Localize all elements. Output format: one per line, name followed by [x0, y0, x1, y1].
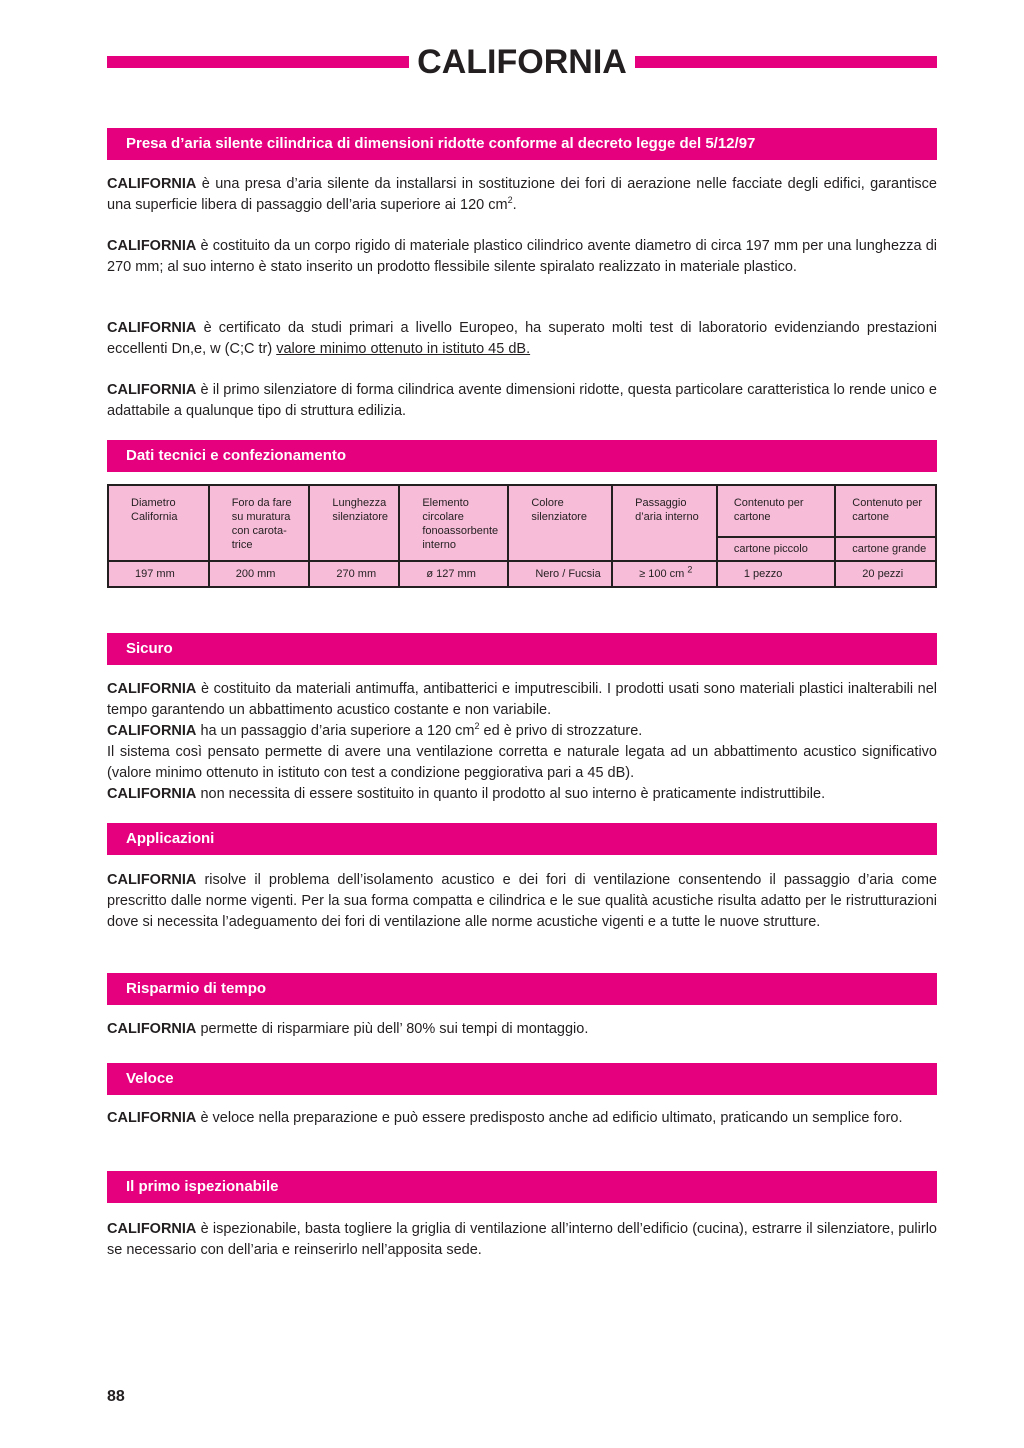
table-cell-text: ≥ 100 cm — [639, 568, 685, 580]
table-header: Diametro California — [108, 485, 209, 561]
brand-name: CALIFORNIA — [107, 1221, 197, 1237]
table-header: Passaggio d’aria interno — [612, 485, 717, 561]
brand-name: CALIFORNIA — [107, 382, 197, 398]
section-header-ispezionabile: Il primo ispezionabile — [107, 1171, 937, 1203]
underlined-value: valore minimo ottenuto in istituto 45 dB. — [276, 341, 531, 357]
brand-name: CALIFORNIA — [107, 681, 197, 697]
table-header: Contenuto per cartone — [717, 485, 835, 537]
sicuro-l1-text: è costituito da materiali antimuffa, antibatterici e imputrescibili. I prodotti usati sono materiali plastici inalterabili nel tempo garantendo un abbattimento acustico costante e non variabile. — [107, 681, 937, 718]
table-cell: ø 127 mm — [399, 561, 508, 587]
sicuro-line-1 — [107, 679, 937, 721]
brand-name: CALIFORNIA — [107, 176, 197, 192]
table-header: Contenuto per cartone — [835, 485, 936, 537]
table-cell: 1 pezzo — [717, 561, 835, 587]
section-header-dati: Dati tecnici e confezionamento — [107, 440, 937, 472]
table-cell: Nero / Fucsia — [508, 561, 612, 587]
intro-paragraph-4 — [107, 380, 937, 422]
intro-p2-text: è costituito da un corpo rigido di materiale plastico cilindrico avente diametro di circa 197 mm per una lunghezza di 270 mm; al suo interno è stato inserito un prodotto flessibile silente spiralato realizzato in materiale plastico. — [107, 238, 937, 275]
risparmio-paragraph — [107, 1019, 937, 1040]
risparmio-text: permette di risparmiare più dell’ 80% sui tempi di montaggio. — [196, 1021, 589, 1037]
section-header-intro: Presa d’aria silente cilindrica di dimensioni ridotte conforme al decreto legge del 5/12/97 — [107, 128, 937, 160]
sicuro-l2b-text: ed è privo di strozzature. — [479, 723, 643, 739]
table-subheader: cartone grande — [835, 537, 936, 561]
title-row — [107, 40, 937, 84]
section-header-applicazioni: Applicazioni — [107, 823, 937, 855]
sicuro-line-2 — [107, 721, 937, 742]
table-header: Foro da fare su muratura con carota-trice — [209, 485, 310, 561]
brand-name: CALIFORNIA — [107, 238, 197, 254]
sicuro-l2a-text: ha un passaggio d’aria superiore a 120 cm — [196, 723, 475, 739]
brand-name: CALIFORNIA — [107, 723, 197, 739]
veloce-paragraph — [107, 1108, 937, 1129]
table-header: Colore silenziatore — [508, 485, 612, 561]
table-cell: 20 pezzi — [835, 561, 936, 587]
table-header-row — [108, 485, 936, 537]
applicazioni-text: risolve il problema dell’isolamento acustico e dei fori di ventilazione consentendo il passaggio d’aria come prescritto dalle norme vigenti. Per la sua forma compatta e cilindrica e le sue qualità acustiche risulta adatto per le ristrutturazioni dove si necessita l’adeguamento dei fori di ventilazione alle norme acustiche vigenti e a tutte le nuove strutture. — [107, 872, 937, 930]
intro-p1-text: è una presa d’aria silente da installarsi in sostituzione dei fori di aerazione nelle facciate degli edifici, garantisce una superficie libera di passaggio dell’aria superiore ai 120 cm — [107, 176, 937, 213]
sicuro-text — [107, 679, 937, 805]
title-bar-right — [635, 56, 937, 68]
veloce-text: è veloce nella preparazione e può essere predisposto anche ad edificio ultimato, praticando un semplice foro. — [196, 1110, 903, 1126]
page-title: CALIFORNIA — [417, 43, 627, 81]
intro-paragraph-2 — [107, 236, 937, 278]
title-bar-left — [107, 56, 409, 68]
table-cell: 270 mm — [309, 561, 399, 587]
intro-paragraph-1 — [107, 174, 937, 216]
brand-name: CALIFORNIA — [107, 320, 197, 336]
page-number: 88 — [107, 1388, 125, 1405]
sicuro-line-3: Il sistema così pensato permette di avere una ventilazione corretta e naturale legata ad un abbattimento acustico significativo (valore minimo ottenuto in istituto con test a condizione peggiorativa pari a 45 dB). — [107, 744, 937, 781]
table-subheader: cartone piccolo — [717, 537, 835, 561]
ispezionabile-paragraph — [107, 1219, 937, 1261]
table-cell — [612, 561, 717, 587]
brand-name: CALIFORNIA — [107, 1110, 197, 1126]
superscript: 2 — [687, 564, 693, 575]
brand-name: CALIFORNIA — [107, 1021, 197, 1037]
section-header-sicuro: Sicuro — [107, 633, 937, 665]
brand-name: CALIFORNIA — [107, 872, 197, 888]
table-row — [108, 561, 936, 587]
sicuro-l4-text: non necessita di essere sostituito in quanto il prodotto al suo interno è praticamente indistruttibile. — [196, 786, 826, 802]
intro-p3-text: è certificato da studi primari a livello Europeo, ha superato molti test di laboratorio evidenziando prestazioni eccellenti Dn,e, w (C;C tr) — [107, 320, 937, 357]
brand-name: CALIFORNIA — [107, 786, 197, 802]
section-header-veloce: Veloce — [107, 1063, 937, 1095]
intro-p4-text: è il primo silenziatore di forma cilindrica avente dimensioni ridotte, questa particolare caratteristica lo rende unico e adattabile a qualunque tipo di struttura edilizia. — [107, 382, 937, 419]
table-header: Elemento circolare fonoassorbente interno — [399, 485, 508, 561]
intro-paragraph-3 — [107, 318, 937, 360]
applicazioni-paragraph — [107, 870, 937, 933]
table-cell: 200 mm — [209, 561, 310, 587]
table-header: Lunghezza silenziatore — [309, 485, 399, 561]
ispezionabile-text: è ispezionabile, basta togliere la griglia di ventilazione all’interno dell’edificio (cucina), estrarre il silenziatore, pulirlo se necessario con dell’aria e reinserirlo nell’apposita sede. — [107, 1221, 937, 1258]
table-cell: 197 mm — [108, 561, 209, 587]
superscript: 2 — [474, 721, 480, 732]
sicuro-line-4 — [107, 784, 937, 805]
superscript: 2 — [507, 195, 513, 206]
technical-table — [107, 484, 937, 588]
section-header-risparmio: Risparmio di tempo — [107, 973, 937, 1005]
intro-p1-end: . — [512, 197, 517, 213]
